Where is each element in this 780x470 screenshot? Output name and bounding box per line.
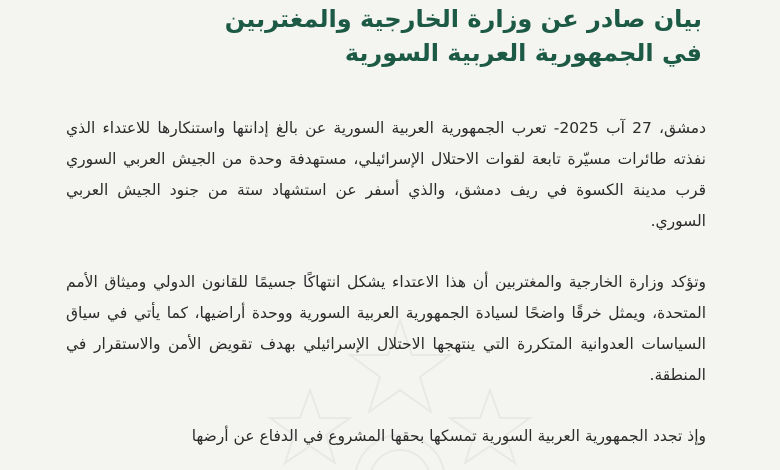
statement-body xyxy=(66,113,706,470)
paragraph-2: وتؤكد وزارة الخارجية والمغتربين أن هذا الاعتداء يشكل انتهاكًا جسيمًا للقانون الدولي وميثاق الأمم المتحدة، ويمثل خرقًا واضحًا لسيادة الجمهورية العربية السورية ووحدة أراضيها، كما يأتي في سياق السياسات العدوانية المتكررة التي ينتهجها الاحتلال الإسرائيلي بهدف تقويض الأمن والاستقرار في المنطقة. xyxy=(66,273,706,384)
paragraph-1: دمشق، 27 آب 2025- تعرب الجمهورية العربية السورية عن بالغ إدانتها واستنكارها للاعتداء الذي نفذته طائرات مسيّرة تابعة لقوات الاحتلال الإسرائيلي، مستهدفة وحدة من الجيش العربي السوري قرب مدينة الكسوة في ريف دمشق، والذي أسفر عن استشهاد ستة من جنود الجيش العربي السوري. xyxy=(66,119,706,230)
paragraph-3: وإذ تجدد الجمهورية العربية السورية تمسكها بحقها المشروع في الدفاع عن أرضها xyxy=(191,427,706,445)
statement-header xyxy=(62,2,702,70)
statement-title: بيان صادر عن وزارة الخارجية والمغتربين xyxy=(224,5,702,33)
statement-subtitle: في الجمهورية العربية السورية xyxy=(344,39,702,67)
